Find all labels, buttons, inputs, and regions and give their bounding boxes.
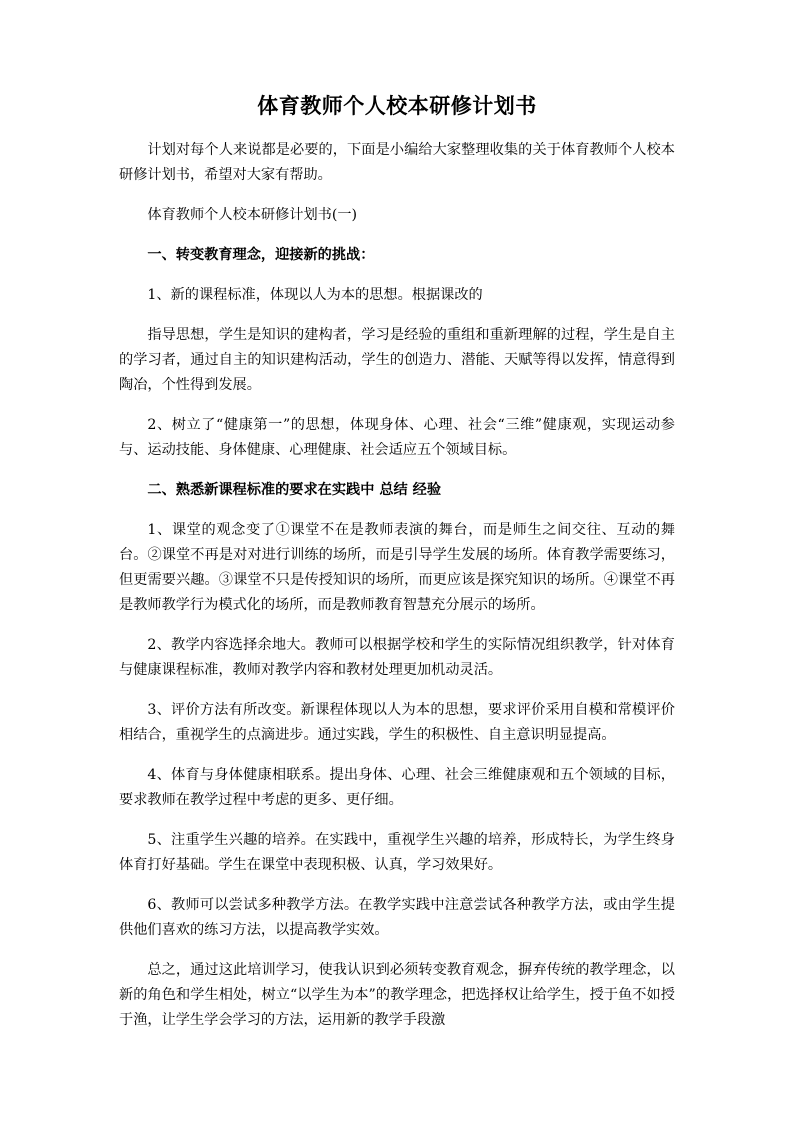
section-2-paragraph-1: 1、课堂的观念变了①课堂不在是教师表演的舞台，而是师生之间交往、互动的舞台。②课堂不再是对对进行训练的场所，而是引导学生发展的场所。体育教学需要练习，但更需要兴趣。③课堂不只是传授知识的场所，而更应该是探究知识的场所。④课堂不再是教师教学行为模式化的场所，而是教师教育智慧充分展示的场所。 xyxy=(119,522,675,613)
section-2-paragraph-6: 6、教师可以尝试多种教学方法。在教学实践中注意尝试各种教学方法，或由学生提供他们喜欢的练习方法，以提高教学实效。 xyxy=(119,897,675,938)
section-2-paragraph-4: 4、体育与身体健康相联系。提出身体、心理、社会三维健康观和五个领域的目标，要求教师在教学过程中考虑的更多、更仔细。 xyxy=(119,767,675,808)
document-title: 体育教师个人校本研修计划书 xyxy=(257,93,537,118)
section-2-paragraph-5: 5、注重学生兴趣的培养。在实践中，重视学生兴趣的培养，形成特长，为学生终身体育打好基础。学生在课堂中表现积极、认真，学习效果好。 xyxy=(119,832,675,873)
section-1-heading: 一、转变教育理念，迎接新的挑战： xyxy=(147,247,375,263)
section-1-paragraph-2: 指导思想，学生是知识的建构者，学习是经验的重组和重新理解的过程，学生是自主的学习者，通过自主的知识建构活动，学生的创造力、潜能、天赋等得以发挥，情意得到陶冶，个性得到发展。 xyxy=(119,327,675,393)
section-2-heading: 二、熟悉新课程标准的要求在实践中 总结 经验 xyxy=(147,482,442,498)
section-1-paragraph-1: 1、新的课程标准，体现以人为本的思想。根据课改的 xyxy=(147,287,483,303)
intro-paragraph: 计划对每个人来说都是必要的，下面是小编给大家整理收集的关于体育教师个人校本研修计划书，希望对大家有帮助。 xyxy=(119,142,675,183)
section-1-paragraph-3: 2、树立了“健康第一”的思想，体现身体、心理、社会“三维”健康观，实现运动参与、运动技能、身体健康、心理健康、社会适应五个领域目标。 xyxy=(119,417,675,458)
section-2-paragraph-3: 3、评价方法有所改变。新课程体现以人为本的思想，要求评价采用自模和常模评价相结合，重视学生的点滴进步。通过实践，学生的积极性、自主意识明显提高。 xyxy=(119,702,675,743)
document-subtitle: 体育教师个人校本研修计划书(一) xyxy=(147,207,358,223)
section-2-paragraph-7: 总之，通过这此培训学习，使我认识到必须转变教育观念，摒弃传统的教学理念，以新的角色和学生相处，树立“以学生为本”的教学理念，把选择权让给学生，授于鱼不如授于渔，让学生学会学习的方法，运用新的教学手段激 xyxy=(119,962,675,1028)
document-page xyxy=(119,92,675,1048)
section-2-paragraph-2: 2、教学内容选择余地大。教师可以根据学校和学生的实际情况组织教学，针对体育与健康课程标准，教师对教学内容和教材处理更加机动灵活。 xyxy=(119,637,675,678)
